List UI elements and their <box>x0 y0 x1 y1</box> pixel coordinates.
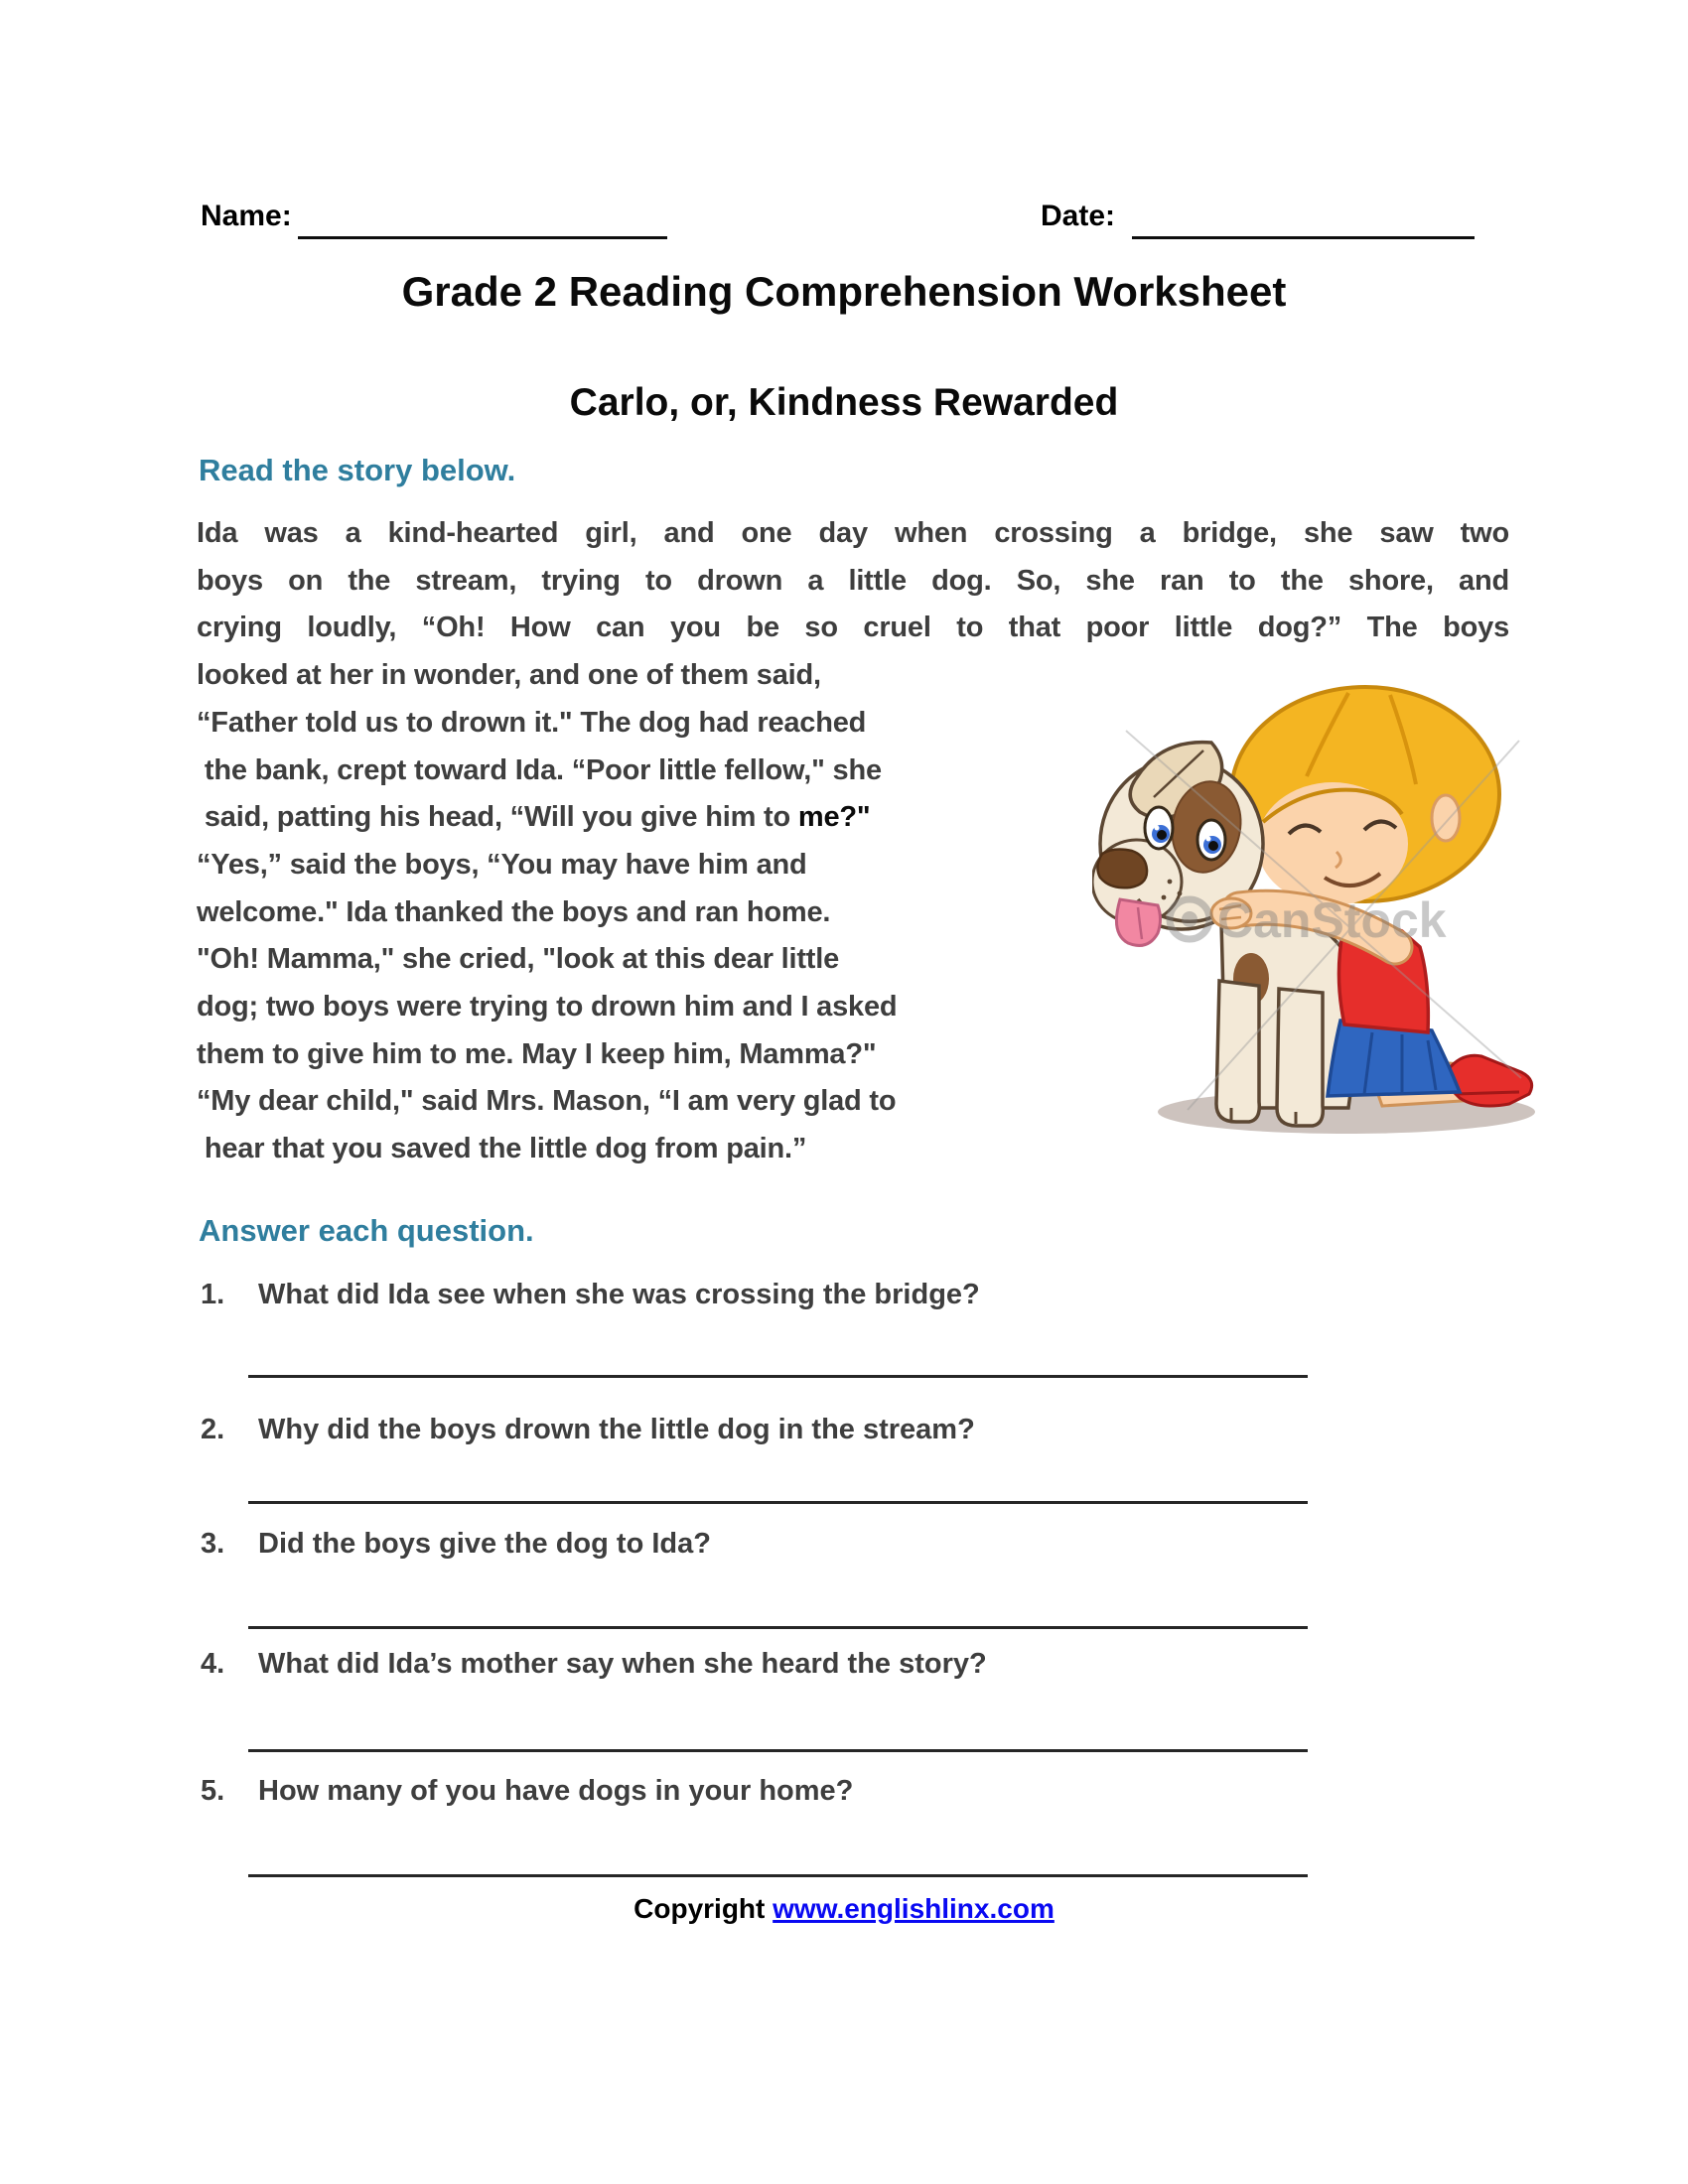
answer-line <box>248 1626 1308 1629</box>
date-label: Date: <box>1041 200 1116 232</box>
question-text: What did Ida’s mother say when she heard the story? <box>258 1648 987 1680</box>
answer-line <box>248 1375 1308 1378</box>
question-item <box>0 1520 1688 1568</box>
story-line: welcome." Ida thanked the boys and ran home. <box>197 896 831 928</box>
question-text: Why did the boys drown the little dog in the stream? <box>258 1414 975 1445</box>
question-item <box>0 1640 1688 1688</box>
answer-line <box>248 1749 1308 1752</box>
answer-instruction: Answer each question. <box>199 1213 534 1248</box>
story-line: the bank, crept toward Ida. “Poor little fellow," she <box>197 754 882 786</box>
question-number: 1. <box>201 1279 225 1310</box>
story-line <box>197 793 870 841</box>
answer-line <box>248 1874 1308 1877</box>
watermark-text: CanStock <box>1217 892 1447 948</box>
copyright-text: Copyright <box>633 1893 774 1924</box>
dog-eye-right <box>1197 820 1225 860</box>
story-line: “Father told us to drown it." The dog had reached <box>197 707 867 739</box>
dog-tongue <box>1116 899 1160 945</box>
question-text: How many of you have dogs in your home? <box>258 1775 854 1807</box>
muzzle-dot <box>1168 880 1173 885</box>
dog-front-leg <box>1277 989 1323 1126</box>
date-blank-line <box>1132 236 1475 239</box>
story-line-text: said, patting his head, “Will you give him to <box>197 801 798 833</box>
story-line: hear that you saved the little dog from pain.” <box>197 1133 807 1164</box>
name-label: Name: <box>201 200 292 232</box>
question-item <box>0 1767 1688 1815</box>
dog-nose <box>1097 850 1147 888</box>
story-line: looked at her in wonder, and one of them said, <box>197 659 821 691</box>
answer-line <box>248 1501 1308 1504</box>
question-number: 2. <box>201 1414 225 1445</box>
dog-eye-left <box>1145 807 1173 849</box>
read-instruction: Read the story below. <box>199 453 516 487</box>
dog-front-leg <box>1216 981 1259 1122</box>
muzzle-dot <box>1178 891 1183 896</box>
story-line: “Yes,” said the boys, “You may have him and <box>197 849 807 881</box>
question-item <box>0 1271 1688 1318</box>
question-text: Did the boys give the dog to Ida? <box>258 1528 711 1560</box>
story-line: Ida was a kind-hearted girl, and one day when crossing a bridge, she saw two <box>197 517 1509 549</box>
story-line: "Oh! Mamma," she cried, "look at this dear little <box>197 943 840 975</box>
question-number: 5. <box>201 1775 225 1807</box>
story-line: “My dear child," said Mrs. Mason, “I am very glad to <box>197 1085 897 1117</box>
story-emphasis: me?" <box>797 801 871 833</box>
worksheet-title: Grade 2 Reading Comprehension Worksheet <box>401 268 1287 315</box>
question-text: What did Ida see when she was crossing the bridge? <box>258 1279 980 1310</box>
story-illustration <box>1092 683 1554 1140</box>
name-blank-line <box>298 236 667 239</box>
footer <box>0 1889 1688 1929</box>
girl-shoe <box>1448 1055 1532 1106</box>
question-number: 4. <box>201 1648 225 1680</box>
girl-head <box>1231 687 1499 905</box>
question-item <box>0 1406 1688 1453</box>
camera-icon-lens <box>1182 911 1197 927</box>
story-title: Carlo, or, Kindness Rewarded <box>569 381 1119 424</box>
girl-skirt <box>1328 1021 1460 1096</box>
girl-figure <box>1328 925 1532 1106</box>
muzzle-dot <box>1162 895 1167 900</box>
story-line: dog; two boys were trying to drown him and I asked <box>197 991 898 1023</box>
question-number: 3. <box>201 1528 225 1560</box>
story-line: boys on the stream, trying to drown a little dog. So, she ran to the shore, and <box>197 565 1509 597</box>
story-line: crying loudly, “Oh! How can you be so cruel to that poor little dog?” The boys <box>197 612 1509 643</box>
shoe-sole-line <box>1456 1092 1519 1094</box>
story-line: them to give him to me. May I keep him, Mamma?" <box>197 1038 877 1070</box>
website-link[interactable]: www.englishlinx.com <box>773 1893 1055 1924</box>
